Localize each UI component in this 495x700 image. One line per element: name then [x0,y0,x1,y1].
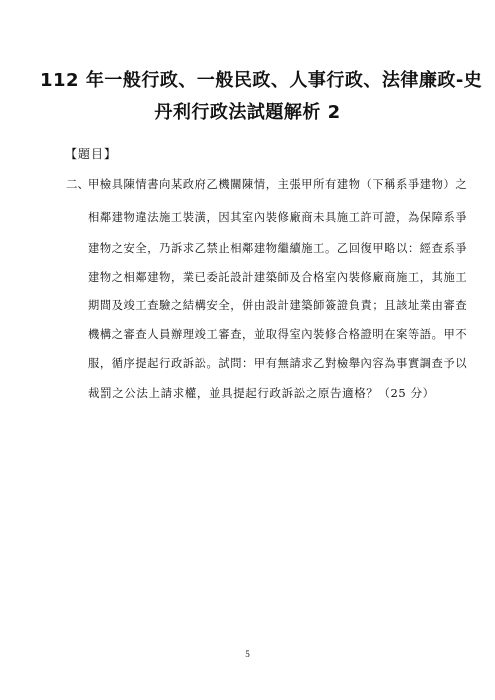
document-title-line-1: 112 年一般行政、一般民政、人事行政、法律廉政-史 [40,70,483,91]
question-line: 甲檢具陳情書向某政府乙機關陳情，主張甲所有建物（下稱系爭建物）之 [88,178,468,191]
question-line: 裁罰之公法上請求權，並具提起行政訴訟之原告適格？（25 分） [88,386,435,400]
page-number: 5 [245,649,250,659]
question-number: 二、 [66,177,89,191]
section-label: 【題目】 [65,147,118,161]
question-line: 期間及竣工查驗之結構安全，併由設計建築師簽證負責；且該址業由審查 [88,299,468,312]
question-line: 建物之安全，乃訴求乙禁止相鄰建物繼續施工。乙回復甲略以：經查系爭 [88,242,468,255]
question-line: 建物之相鄰建物，業已委託設計建築師及合格室內裝修廠商施工，其施工 [88,271,468,284]
question-line: 服，循序提起行政訴訟。試問：甲有無請求乙對檢舉內容為事實調查予以 [88,357,468,370]
question-line: 機構之審查人員辦理竣工審查，並取得室內裝修合格證明在案等語。甲不 [88,328,468,341]
document-title-line-2: 丹利行政法試題解析 2 [154,102,341,123]
question-line: 相鄰建物違法施工裝潢，因其室內裝修廠商未具施工許可證，為保障系爭 [88,211,468,224]
